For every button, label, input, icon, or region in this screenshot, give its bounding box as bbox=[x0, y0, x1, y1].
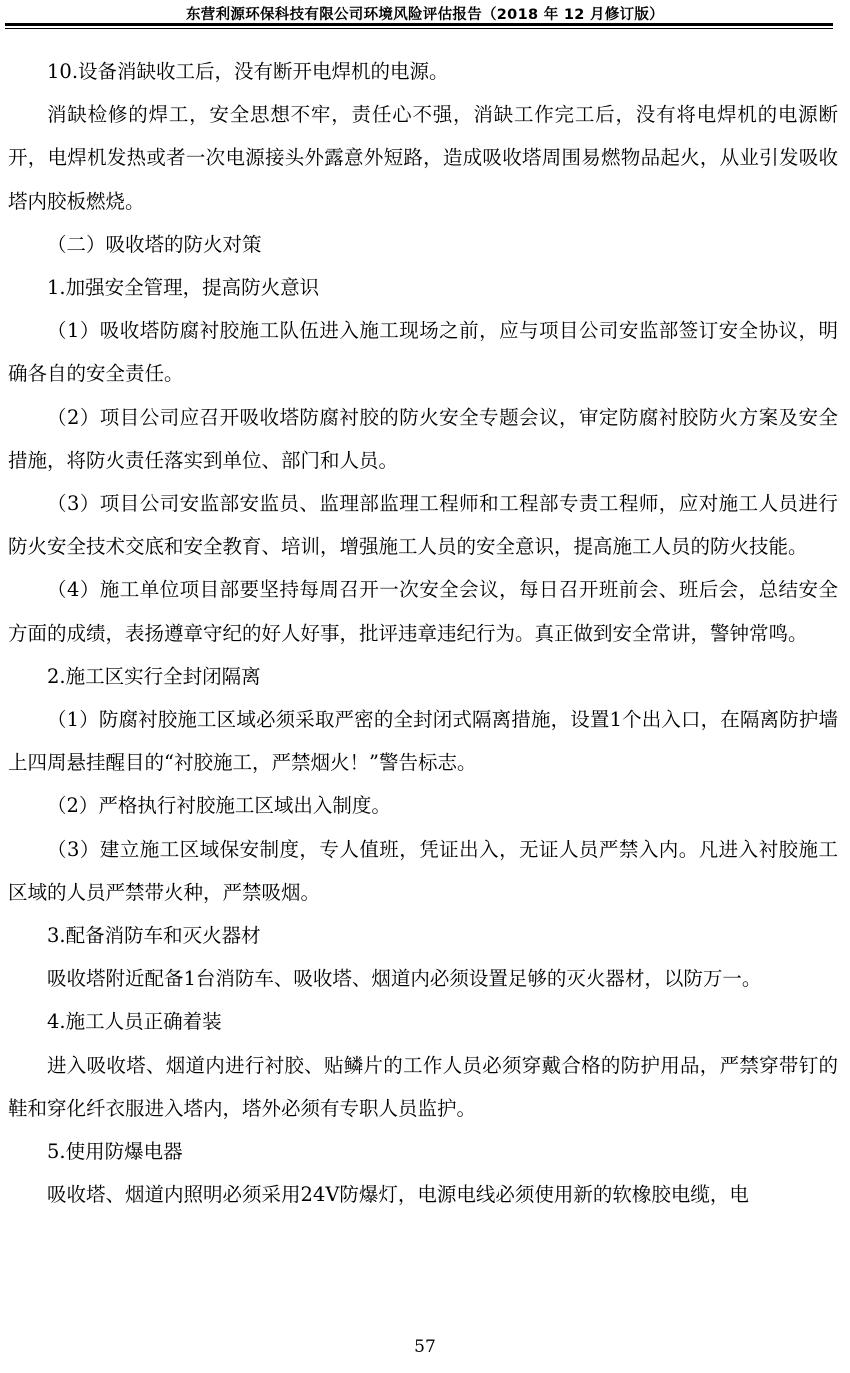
paragraph-2-1-isolation-measures: （1）防腐衬胶施工区域必须采取严密的全封闭式隔离措施，设置1个出入口，在隔离防护墙上四周悬挂醒目的“衬胶施工，严禁烟火！”警告标志。 bbox=[8, 708, 838, 775]
subheading-2-enclosed-isolation: 2.施工区实行全封闭隔离 bbox=[47, 664, 261, 688]
paragraph-1-2-safety-meeting: （2）项目公司应召开吸收塔防腐衬胶的防火安全专题会议，审定防腐衬胶防火方案及安全措施，将防火责任落实到单位、部门和人员。 bbox=[8, 405, 838, 472]
paragraph-welder-negligence: 消缺检修的焊工，安全思想不牢，责任心不强，消缺工作完工后，没有将电焊机的电源断开，电焊机发热或者一次电源接头外露意外短路，造成吸收塔周围易燃物品起火，从业引发吸收塔内胶板燃烧。 bbox=[8, 103, 838, 213]
document-title: 东营利源环保科技有限公司环境风险评估报告（2018 年 12 月修订版） bbox=[186, 7, 664, 23]
section-heading-fire-countermeasures: （二）吸收塔的防火对策 bbox=[47, 232, 262, 256]
header-rule-thick bbox=[5, 23, 833, 26]
paragraph-2-2-entry-rules: （2）严格执行衬胶施工区域出入制度。 bbox=[47, 794, 391, 818]
subheading-3-fire-equipment: 3.配备消防车和灭火器材 bbox=[47, 924, 261, 948]
subheading-1-safety-management: 1.加强安全管理，提高防火意识 bbox=[47, 276, 320, 300]
paragraph-1-4-weekly-meeting: （4）施工单位项目部要坚持每周召开一次安全会议，每日召开班前会、班后会，总结安全方面的成绩，表扬遵章守纪的好人好事，批评违章违纪行为。真正做到安全常讲，警钟常鸣。 bbox=[8, 578, 838, 645]
paragraph-1-3-safety-training: （3）项目公司安监部安监员、监理部监理工程师和工程部专责工程师，应对施工人员进行防火安全技术交底和安全教育、培训，增强施工人员的安全意识，提高施工人员的防火技能。 bbox=[8, 492, 838, 559]
page-header bbox=[0, 0, 850, 30]
page-number: 57 bbox=[414, 1337, 436, 1357]
body-text bbox=[8, 50, 838, 1216]
paragraph-1-1-safety-agreement: （1）吸收塔防腐衬胶施工队伍进入施工现场之前，应与项目公司安监部签订安全协议，明确各自的安全责任。 bbox=[8, 319, 838, 386]
paragraph-2-3-security-system: （3）建立施工区域保安制度，专人值班，凭证出入，无证人员严禁入内。凡进入衬胶施工区域的人员严禁带火种，严禁吸烟。 bbox=[8, 837, 838, 904]
subheading-4-proper-attire: 4.施工人员正确着装 bbox=[47, 1010, 222, 1034]
paragraph-protective-gear: 进入吸收塔、烟道内进行衬胶、贴鳞片的工作人员必须穿戴合格的防护用品，严禁穿带钉的鞋和穿化纤衣服进入塔内，塔外必须有专职人员监护。 bbox=[8, 1053, 838, 1120]
header-rule-thin bbox=[5, 28, 833, 29]
paragraph-24v-lighting: 吸收塔、烟道内照明必须采用24V防爆灯，电源电线必须使用新的软橡胶电缆，电 bbox=[47, 1183, 749, 1207]
paragraph-10-power-not-cut: 10.设备消缺收工后，没有断开电焊机的电源。 bbox=[47, 60, 449, 83]
subheading-5-explosion-proof: 5.使用防爆电器 bbox=[47, 1140, 183, 1164]
paragraph-fire-truck: 吸收塔附近配备1台消防车、吸收塔、烟道内必须设置足够的灭火器材，以防万一。 bbox=[47, 967, 762, 991]
